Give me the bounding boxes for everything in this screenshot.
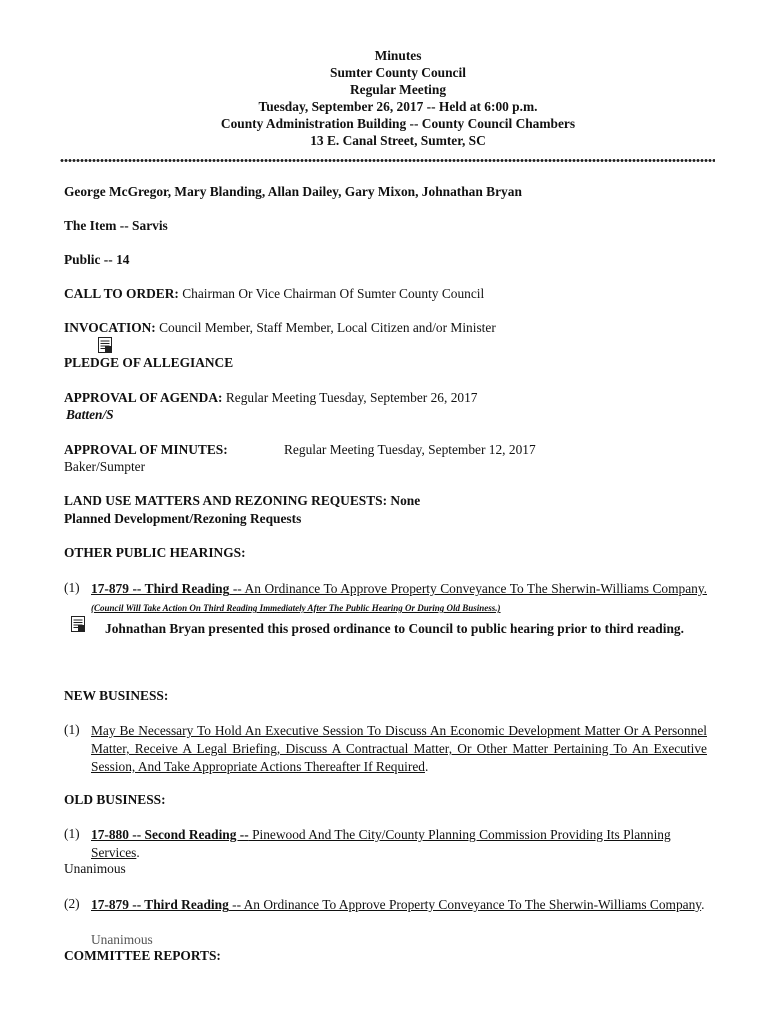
old-business-item1-number: (1): [64, 826, 80, 841]
old-business-item1-id: 17-880 -- Second Reading --: [91, 827, 249, 842]
approval-minutes-label: APPROVAL OF MINUTES:: [64, 442, 228, 457]
item-line: The Item -- Sarvis: [64, 218, 168, 233]
other-hearings-item-text: -- An Ordinance To Approve Property Conveyance To The Sherwin-Williams Company.: [229, 581, 707, 596]
other-hearings-heading: OTHER PUBLIC HEARINGS:: [64, 545, 246, 560]
old-business-item2-text: -- An Ordinance To Approve Property Conveyance To The Sherwin-Williams Company: [228, 897, 702, 912]
header-council: Sumter County Council: [330, 65, 466, 80]
old-business-item2: [91, 896, 707, 914]
invocation: [64, 320, 496, 336]
call-to-order-label: CALL TO ORDER:: [64, 286, 179, 301]
old-business-item1-vote: Unanimous: [64, 861, 126, 876]
old-business-item1-text: Pinewood And The City/County Planning Commission Providing Its Planning Services: [91, 827, 671, 860]
old-business-item1: [91, 826, 707, 862]
planned-development-line: Planned Development/Rezoning Requests: [64, 511, 302, 526]
header-date: Tuesday, September 26, 2017 -- Held at 6:00 p.m.: [258, 99, 538, 114]
approval-agenda-motion: Batten/S: [66, 407, 114, 422]
old-business-item2-period: .: [701, 897, 705, 912]
document-attachment-icon[interactable]: [97, 337, 113, 353]
committee-reports-heading: COMMITTEE REPORTS:: [64, 948, 221, 963]
other-hearings-item-id: 17-879 -- Third Reading: [91, 581, 230, 596]
approval-minutes-text: Regular Meeting Tuesday, September 12, 2017: [284, 442, 536, 457]
approval-agenda-label: APPROVAL OF AGENDA:: [64, 390, 223, 405]
other-hearings-number: (1): [64, 580, 80, 595]
pledge-line: PLEDGE OF ALLEGIANCE: [64, 355, 234, 370]
land-use-line: LAND USE MATTERS AND REZONING REQUESTS: None: [64, 493, 421, 508]
call-to-order-text: Chairman Or Vice Chairman Of Sumter County Council: [178, 286, 485, 301]
invocation-label: INVOCATION:: [64, 320, 156, 335]
other-hearings-item: [91, 580, 707, 617]
dotted-divider: [60, 158, 715, 163]
header-address: 13 E. Canal Street, Sumter, SC: [310, 133, 486, 148]
document-header: [0, 47, 770, 149]
new-business-number: (1): [64, 722, 80, 737]
approval-agenda: [64, 390, 477, 406]
new-business-period: .: [425, 759, 429, 774]
approval-agenda-text: Regular Meeting Tuesday, September 26, 2017: [222, 390, 478, 405]
new-business-heading: NEW BUSINESS:: [64, 688, 169, 703]
old-business-item1-period: .: [136, 845, 140, 860]
new-business-item: [91, 722, 707, 776]
old-business-item2-number: (2): [64, 896, 80, 911]
header-title: Minutes: [374, 48, 422, 63]
attendees-line: George McGregor, Mary Blanding, Allan Dailey, Gary Mixon, Johnathan Bryan: [64, 184, 522, 199]
old-business-item2-vote: Unanimous: [91, 932, 153, 947]
call-to-order: [64, 286, 484, 302]
old-business-item2-id: 17-879 -- Third Reading: [91, 897, 229, 912]
old-business-heading: OLD BUSINESS:: [64, 792, 166, 807]
header-meeting-type: Regular Meeting: [349, 82, 447, 97]
invocation-text: Council Member, Staff Member, Local Citizen and/or Minister: [155, 320, 496, 335]
approval-minutes-motion: Baker/Sumpter: [64, 459, 146, 474]
document-attachment-icon[interactable]: [70, 616, 86, 632]
public-line: Public -- 14: [64, 252, 130, 267]
header-location: County Administration Building -- County Council Chambers: [220, 116, 576, 131]
other-hearings-comment: Johnathan Bryan presented this prosed ordinance to Council to public hearing prior to third reading.: [105, 621, 684, 636]
new-business-text: May Be Necessary To Hold An Executive Session To Discuss An Economic Development Matter Or A Personnel Matter, Receive A Legal Briefing, Discuss A Contractual Matter, Or Other Matter Pertaining To An Executive Session, And Take Appropriate Actions Thereafter If Required: [91, 723, 707, 774]
other-hearings-item-note: (Council Will Take Action On Third Reading Immediately After The Public Hearing Or During Old Business.): [91, 603, 501, 613]
